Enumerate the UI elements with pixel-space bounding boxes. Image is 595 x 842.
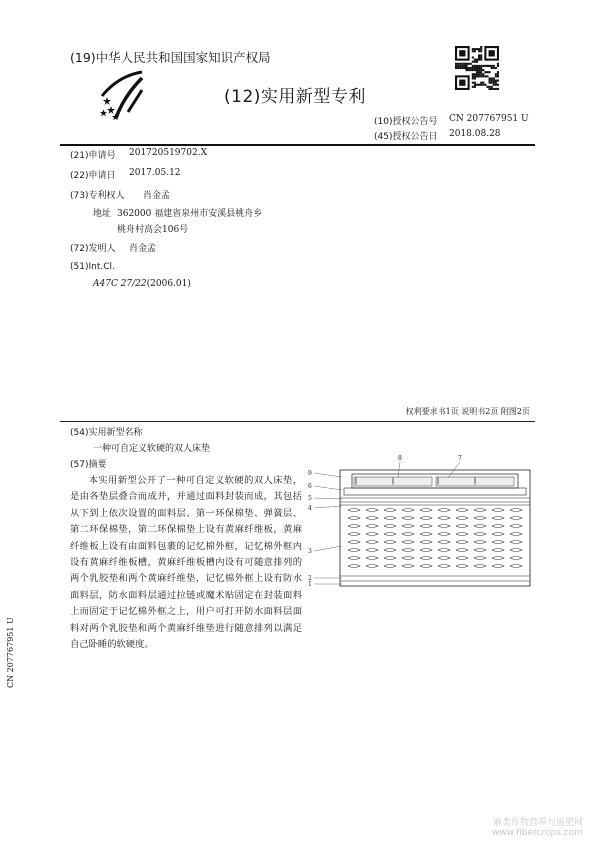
spring-coil — [510, 509, 522, 512]
stipple-dot — [475, 481, 476, 482]
spring-coil — [492, 549, 504, 552]
spring-coil — [510, 517, 522, 520]
spring-coil — [438, 517, 450, 520]
patent-office-logo — [98, 68, 146, 120]
figure-label: 4 — [308, 505, 312, 512]
stipple-dot — [438, 482, 439, 483]
figure-label: 5 — [308, 495, 312, 502]
spring-coil — [474, 509, 486, 512]
spring-coil — [384, 541, 396, 544]
spring-coil — [456, 549, 468, 552]
spring-coil — [366, 517, 378, 520]
qr-code — [455, 46, 499, 90]
spring-coil — [420, 525, 432, 528]
leader-line — [314, 506, 342, 508]
int-cl-code: A47C 27/22 — [93, 279, 147, 289]
spring-coil — [384, 565, 396, 568]
stipple-dot — [356, 480, 357, 481]
leader-line — [314, 546, 342, 551]
spring-coil — [492, 517, 504, 520]
watermark-line-2: www.fibercrops.com — [492, 828, 583, 838]
spring-coil — [402, 557, 414, 560]
stipple-dot — [475, 483, 476, 484]
spring-coil — [348, 533, 360, 536]
spring-coil — [456, 541, 468, 544]
spring-coil — [402, 541, 414, 544]
stipple-dot — [356, 482, 357, 483]
stipple-dot — [475, 480, 476, 481]
spring-coil — [456, 533, 468, 536]
qr-code-icon — [455, 46, 499, 90]
office-name: (19)中华人民共和国国家知识产权局 — [70, 50, 271, 65]
spring-coil — [474, 517, 486, 520]
spring-coil — [492, 541, 504, 544]
stipple-dot — [356, 481, 357, 482]
application-date-label: (22)申请日 — [70, 171, 116, 181]
spring-coil — [492, 509, 504, 512]
spring-coil — [456, 525, 468, 528]
leader-line — [314, 486, 342, 490]
spring-coil — [510, 565, 522, 568]
inventor: 肖金孟 — [129, 244, 157, 254]
stipple-dot — [393, 483, 394, 484]
spring-coil — [402, 509, 414, 512]
spring-coil — [456, 557, 468, 560]
spring-coil — [348, 557, 360, 560]
spring-coil — [474, 525, 486, 528]
spring-coil — [492, 557, 504, 560]
document-type: (12)实用新型专利 — [224, 87, 366, 107]
spring-coil — [384, 533, 396, 536]
title-label: (54)实用新型名称 — [70, 428, 143, 438]
spring-coil — [438, 549, 450, 552]
publication-date: 2018.08.28 — [449, 129, 501, 139]
stipple-dot — [475, 484, 476, 485]
mattress-cross-section — [300, 450, 535, 600]
stipple-dot — [356, 479, 357, 480]
spring-coil — [402, 533, 414, 536]
section-divider — [60, 421, 535, 422]
figure-label: 2 — [308, 575, 312, 582]
spring-coil — [492, 565, 504, 568]
spring-coil — [474, 533, 486, 536]
figure-label: 7 — [458, 455, 462, 462]
stipple-dot — [393, 482, 394, 483]
application-number-label: (21)申请号 — [70, 151, 116, 161]
spring-coil — [348, 541, 360, 544]
spring-coil — [348, 549, 360, 552]
spring-coil — [402, 565, 414, 568]
figure-label: 3 — [308, 548, 312, 555]
application-number: 201720519702.X — [129, 148, 207, 158]
stipple-dot — [475, 479, 476, 480]
watermark-line-1: 麻类作物营养与施肥网 — [492, 818, 583, 828]
stipple-dot — [356, 483, 357, 484]
spring-coil — [420, 509, 432, 512]
spring-coil — [510, 525, 522, 528]
spring-coil — [402, 517, 414, 520]
stipple-dot — [393, 480, 394, 481]
spring-coil — [474, 541, 486, 544]
spring-coil — [492, 525, 504, 528]
int-cl-year: (2006.01) — [146, 279, 191, 289]
stipple-dot — [438, 483, 439, 484]
stipple-dot — [438, 479, 439, 480]
spring-coil — [402, 525, 414, 528]
spring-coil — [420, 517, 432, 520]
int-cl-label: (51)Int.Cl. — [70, 262, 115, 272]
mattress-figure — [300, 450, 535, 600]
figure-label: 9 — [308, 470, 312, 477]
leader-line — [314, 498, 342, 499]
figure-label: 6 — [308, 483, 312, 490]
figure-label: 1 — [308, 581, 312, 588]
spring-coil — [420, 541, 432, 544]
spring-coil — [510, 557, 522, 560]
spring-coil — [348, 517, 360, 520]
spring-coil — [456, 509, 468, 512]
patentee: 肖金孟 — [143, 191, 171, 201]
spring-coil — [402, 549, 414, 552]
spring-coil — [366, 541, 378, 544]
mattress-outline — [340, 470, 530, 586]
stipple-dot — [356, 478, 357, 479]
spring-coil — [366, 533, 378, 536]
spring-coil — [366, 509, 378, 512]
publication-number-label: (10)授权公告号 — [374, 117, 438, 127]
utility-model-title: 一种可自定义软硬的双人床垫 — [93, 444, 211, 454]
spring-coil — [384, 517, 396, 520]
stipple-dot — [438, 481, 439, 482]
spring-coil — [474, 565, 486, 568]
spring-coil — [366, 557, 378, 560]
header-divider — [60, 144, 535, 146]
spring-coil — [510, 549, 522, 552]
page-counts: 权利要求书1页 说明书2页 附图2页 — [405, 407, 530, 416]
spring-coil — [438, 557, 450, 560]
spring-coil — [438, 525, 450, 528]
publication-date-label: (45)授权公告日 — [374, 132, 438, 142]
spring-coil — [366, 525, 378, 528]
spring-coil — [510, 533, 522, 536]
spring-coil — [384, 525, 396, 528]
int-cl-entry — [93, 279, 191, 289]
spring-coil — [438, 565, 450, 568]
spring-coil — [474, 549, 486, 552]
stipple-dot — [475, 478, 476, 479]
stipple-dot — [393, 478, 394, 479]
stipple-dot — [393, 484, 394, 485]
application-date: 2017.05.12 — [129, 168, 181, 178]
stipple-dot — [393, 481, 394, 482]
spring-coil — [366, 549, 378, 552]
address-line-2: 桃舟村高会106号 — [117, 225, 189, 235]
spring-coil — [492, 533, 504, 536]
address-label: 地址 — [93, 209, 112, 219]
spring-coil — [474, 557, 486, 560]
spring-coil — [438, 533, 450, 536]
memory-foam-frame — [344, 488, 526, 495]
spring-coil — [438, 509, 450, 512]
figure-label: 8 — [398, 455, 402, 462]
spring-coil — [384, 509, 396, 512]
stipple-dot — [356, 484, 357, 485]
spring-coil — [348, 525, 360, 528]
abstract-label: (57)摘要 — [70, 460, 107, 470]
spring-coil — [384, 549, 396, 552]
spring-coil — [384, 557, 396, 560]
spring-coil — [420, 533, 432, 536]
spring-coil — [420, 565, 432, 568]
address-line-1: 362000 福建省泉州市安溪县桃舟乡 — [117, 209, 263, 219]
inventor-label: (72)发明人 — [70, 244, 116, 254]
stipple-dot — [438, 484, 439, 485]
stipple-dot — [475, 482, 476, 483]
spring-coil — [420, 549, 432, 552]
spring-coil — [348, 565, 360, 568]
patentee-label: (73)专利权人 — [70, 191, 125, 201]
side-publication-number: CN 207767951 U — [6, 617, 15, 688]
stipple-dot — [438, 478, 439, 479]
leader-line — [314, 473, 342, 477]
publication-number: CN 207767951 U — [449, 114, 529, 124]
spring-coil — [438, 541, 450, 544]
spring-coil — [366, 565, 378, 568]
stipple-dot — [438, 480, 439, 481]
abstract-text: 本实用新型公开了一种可自定义软硬的双人床垫，是由各垫层叠合而成并，并通过面料封装而成，其包括从下到上依次设置的面料层、第一环保棉垫、弹簧层、第二环保棉垫，第二环保棉垫上设有黄麻纤维板，黄麻纤维板上设有由面料包裹的记忆棉外框，记忆棉外框内设有黄麻纤维板槽，黄麻纤维板槽内设有可随意排列的两个乳胶垫和两个黄麻纤维垫，记忆棉外框上设有防水面料层，防水面料层通过拉链或魔术贴固定在封装面料上而固定于记忆棉外框之上，用户可打开防水面料层面料对两个乳胶垫和两个黄麻纤维垫进行随意排列以满足自己卧睡的软硬度。 — [70, 475, 302, 651]
spring-coil — [456, 517, 468, 520]
stipple-dot — [393, 479, 394, 480]
logo-icon — [98, 68, 146, 120]
spring-coil — [510, 541, 522, 544]
spring-coil — [456, 565, 468, 568]
spring-coil — [348, 509, 360, 512]
spring-coil — [420, 557, 432, 560]
